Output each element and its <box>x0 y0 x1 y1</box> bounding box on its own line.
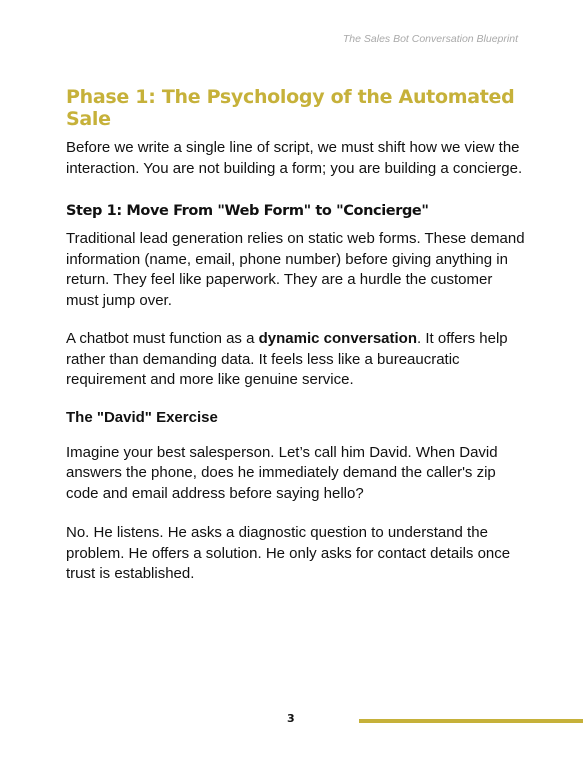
exercise-paragraph-2: No. He listens. He asks a diagnostic question to understand the problem. He offers a solution. He only asks for contact details once trust is established. <box>66 524 511 582</box>
page-content <box>66 86 526 585</box>
step-title: Step 1: Move From "Web Form" to "Concierge" <box>66 203 429 219</box>
running-header: The Sales Bot Conversation Blueprint <box>342 33 518 45</box>
exercise-title: The "David" Exercise <box>66 408 218 426</box>
footer-accent-bar <box>359 719 583 723</box>
page-number: 3 <box>287 712 295 725</box>
phase-title: Phase 1: The Psychology of the Automated Sale <box>66 86 515 130</box>
dynamic-conversation-emphasis: dynamic conversation <box>258 330 418 347</box>
step-paragraph-2-end: . It offers help rather than demanding data. It feels less like a bureaucratic requirement and more like genuine service. <box>66 330 508 388</box>
intro-paragraph: Before we write a single line of script, we must shift how we view the interaction. You are not building a form; you are building a concierge. <box>66 139 523 177</box>
step-paragraph-2 <box>66 329 526 391</box>
step-paragraph-1: Traditional lead generation relies on static web forms. These demand information (name, email, phone number) before giving anything in return. They feel like paperwork. They are a hurdle the customer must jump over. <box>66 230 525 309</box>
exercise-paragraph-1: Imagine your best salesperson. Let’s call him David. When David answers the phone, does he immediately demand the caller's zip code and email address before saying hello? <box>66 443 498 502</box>
step-paragraph-2-start: A chatbot must function as a <box>66 330 259 347</box>
